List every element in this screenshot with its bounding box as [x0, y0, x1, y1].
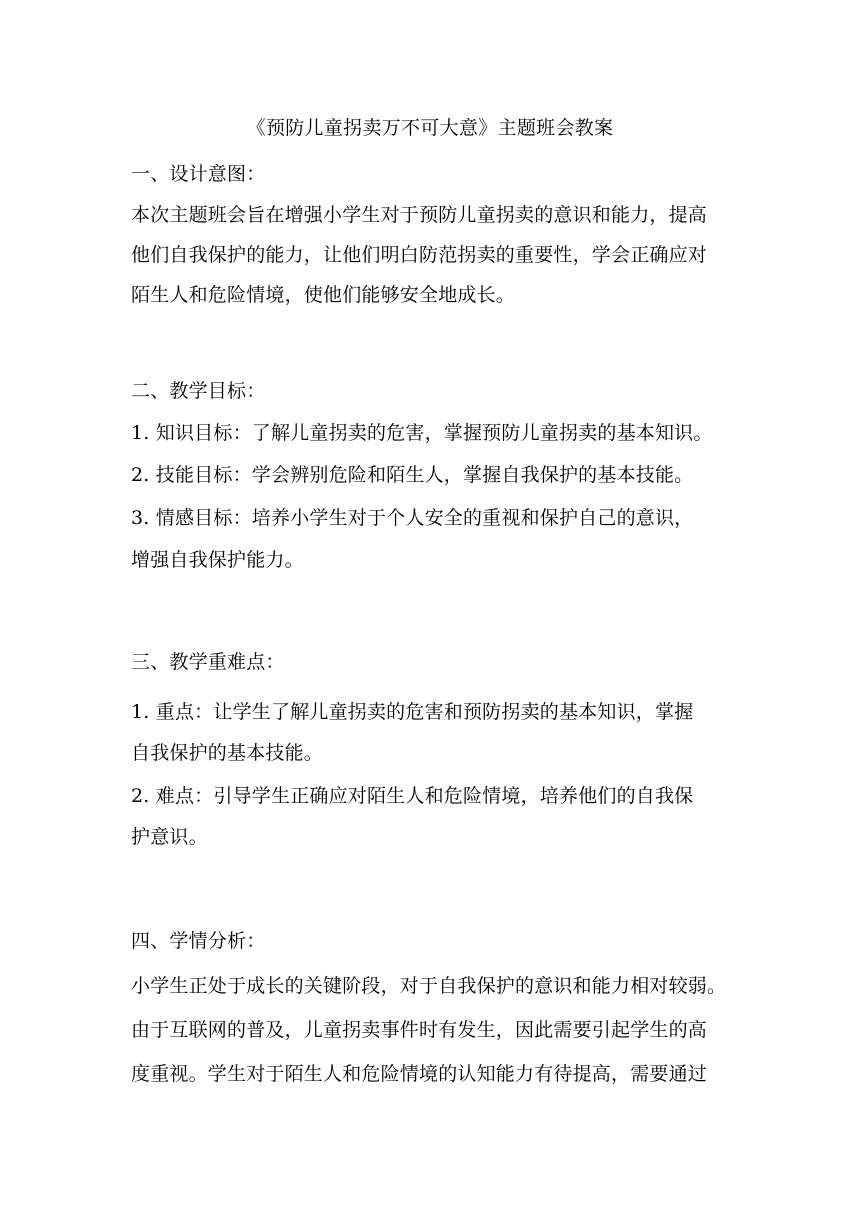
paragraph-line: 小学生正处于成长的关键阶段，对于自我保护的意识和能力相对较弱。: [131, 975, 727, 997]
list-item: 1. 知识目标：了解儿童拐卖的危害，掌握预防儿童拐卖的基本知识。: [131, 422, 713, 444]
list-item: 3. 情感目标：培养小学生对于个人安全的重视和保护自己的意识，: [131, 507, 694, 529]
paragraph-line: 本次主题班会旨在增强小学生对于预防儿童拐卖的意识和能力，提高: [131, 204, 708, 226]
section-heading-learner-analysis: 四、学情分析：: [131, 930, 266, 952]
section-heading-design-intent: 一、设计意图：: [131, 163, 266, 185]
paragraph-line: 度重视。学生对于陌生人和危险情境的认知能力有待提高，需要通过: [131, 1063, 708, 1085]
section-heading-teaching-goals: 二、教学目标：: [131, 380, 266, 402]
list-item: 1. 重点：让学生了解儿童拐卖的危害和预防拐卖的基本知识，掌握: [131, 701, 694, 723]
list-item-continuation: 增强自我保护能力。: [131, 549, 304, 571]
document-title: 《预防儿童拐卖万不可大意》主题班会教案: [246, 117, 614, 139]
list-item: 2. 难点：引导学生正确应对陌生人和危险情境，培养他们的自我保: [131, 785, 694, 807]
section-heading-key-points: 三、教学重难点：: [131, 651, 285, 673]
list-item: 2. 技能目标：学会辨别危险和陌生人，掌握自我保护的基本技能。: [131, 464, 694, 486]
paragraph-line: 他们自我保护的能力，让他们明白防范拐卖的重要性，学会正确应对: [131, 244, 708, 266]
paragraph-line: 由于互联网的普及，儿童拐卖事件时有发生，因此需要引起学生的高: [131, 1019, 708, 1041]
list-item-continuation: 护意识。: [131, 826, 208, 848]
paragraph-line: 陌生人和危险情境，使他们能够安全地成长。: [131, 284, 516, 306]
list-item-continuation: 自我保护的基本技能。: [131, 742, 324, 764]
